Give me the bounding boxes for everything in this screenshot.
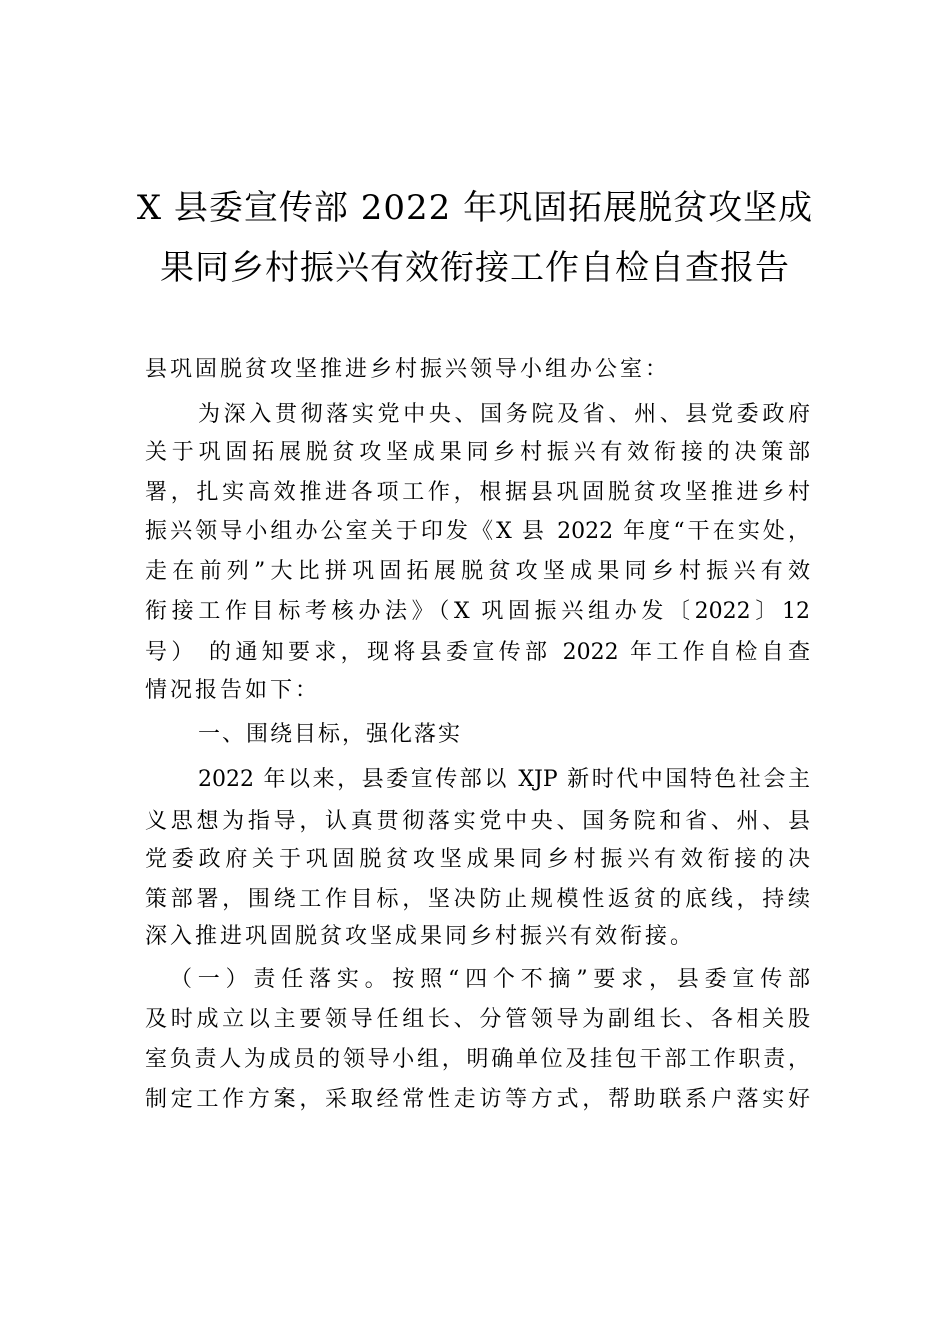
section-heading-1: 一、围绕目标，强化落实 (198, 722, 463, 747)
paragraph-1-line: 为深入贯彻落实党中央、国务院及省、州、县党委政府 (198, 402, 810, 427)
paragraph-1-line: 振兴领导小组办公室关于印发《X 县 2022 年度“干在实处， (145, 519, 810, 544)
paragraph-1-line: 走在前列”大比拼巩固拓展脱贫攻坚成果同乡村振兴有效 (145, 559, 810, 584)
paragraph-2-line: 党委政府关于巩固脱贫攻坚成果同乡村振兴有效衔接的决 (145, 847, 810, 872)
paragraph-2-line: 2022 年以来，县委宣传部以 XJP 新时代中国特色社会主 (198, 767, 810, 792)
document-title-line-2: 果同乡村振兴有效衔接工作自检自查报告 (160, 248, 790, 288)
paragraph-3-line: （一）责任落实。按照“四个不摘”要求，县委宣传部 (170, 967, 810, 992)
paragraph-3-line: 及时成立以主要领导任组长、分管领导为副组长、各相关股 (145, 1007, 810, 1032)
paragraph-3-line: 制定工作方案，采取经常性走访等方式，帮助联系户落实好 (145, 1087, 810, 1112)
paragraph-1-line: 署，扎实高效推进各项工作，根据县巩固脱贫攻坚推进乡村 (145, 480, 810, 505)
paragraph-1-line: 关于巩固拓展脱贫攻坚成果同乡村振兴有效衔接的决策部 (145, 440, 810, 465)
paragraph-2-line: 义思想为指导，认真贯彻落实党中央、国务院和省、州、县 (145, 809, 810, 834)
paragraph-1-line: 衔接工作目标考核办法》（X 巩固振兴组办发〔2022〕12 (145, 599, 810, 624)
paragraph-2-line: 策部署，围绕工作目标，坚决防止规模性返贫的底线，持续 (145, 887, 810, 912)
paragraph-3-line: 室负责人为成员的领导小组，明确单位及挂包干部工作职责， (145, 1047, 810, 1072)
document-title-line-1: X 县委宣传部 2022 年巩固拓展脱贫攻坚成 (136, 188, 814, 228)
paragraph-2-line: 深入推进巩固脱贫攻坚成果同乡村振兴有效衔接。 (145, 924, 696, 949)
paragraph-1-line: 号） 的通知要求，现将县委宣传部 2022 年工作自检自查 (145, 640, 810, 665)
paragraph-1-line: 情况报告如下： (145, 678, 321, 703)
salutation: 县巩固脱贫攻坚推进乡村振兴领导小组办公室： (145, 357, 671, 382)
